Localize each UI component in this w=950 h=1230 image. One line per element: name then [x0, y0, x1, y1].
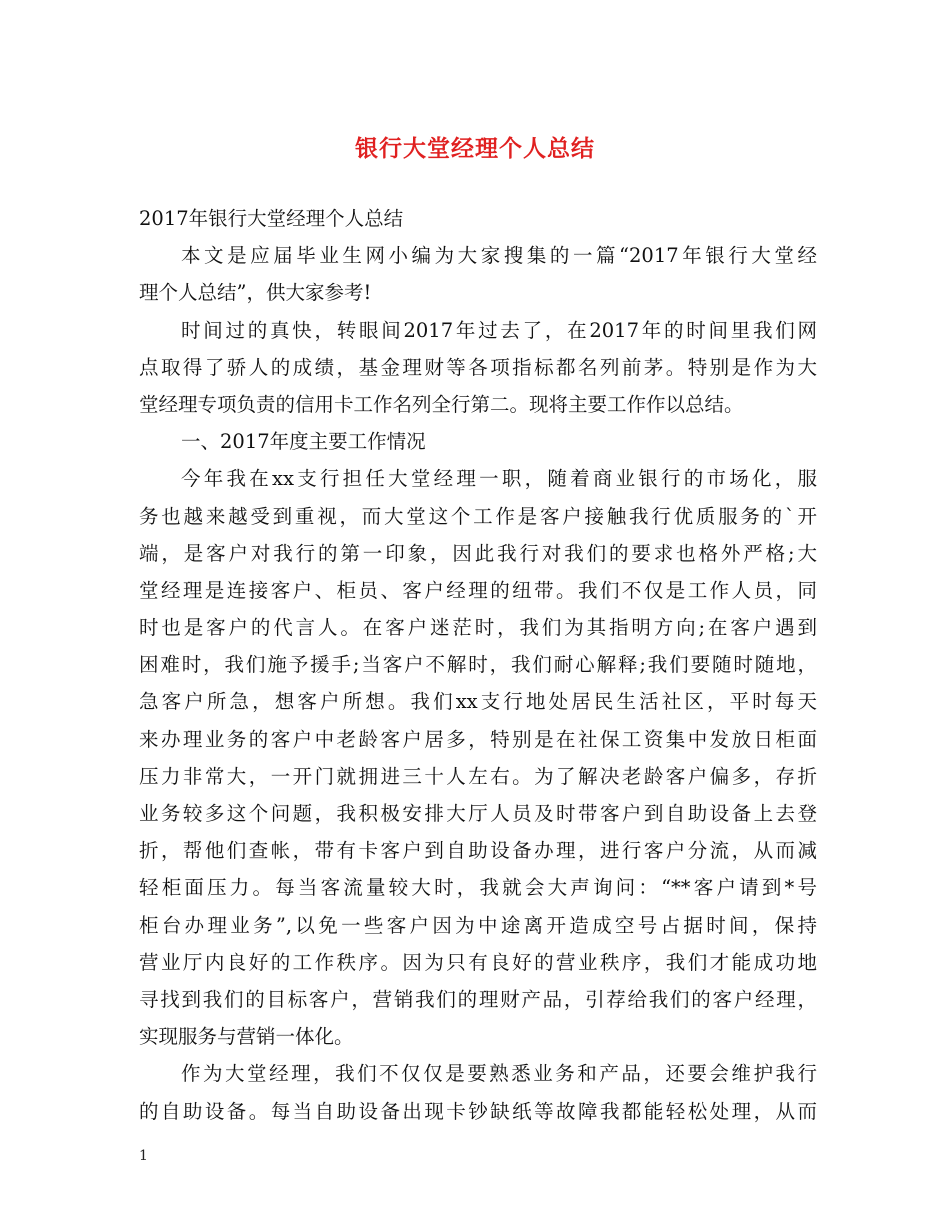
text-line: 困难时，我们施予援手;当客户不解时，我们耐心解释;我们要随时随地， — [139, 653, 817, 677]
text-line: 2017年银行大堂经理个人总结 — [139, 207, 404, 230]
text-line: 寻找到我们的目标客户，营销我们的理财产品，引荐给我们的客户经理， — [139, 987, 817, 1011]
text-line: 今年我在xx支行担任大堂经理一职，随着商业银行的市场化，服 — [181, 467, 817, 491]
text-line: 一、2017年度主要工作情况 — [181, 430, 426, 454]
text-line: 业务较多这个问题，我积极安排大厅人员及时带客户到自助设备上去登 — [139, 802, 817, 825]
text-line: 柜台办理业务”,以免一些客户因为中途离开造成空号占据时间，保持 — [139, 913, 817, 937]
document-body — [139, 200, 817, 1130]
text-line: 的自助设备。每当自助设备出现卡钞缺纸等故障我都能轻松处理，从而 — [139, 1099, 817, 1123]
text-line: 折，帮他们查帐，带有卡客户到自助设备办理，进行客户分流，从而减 — [139, 839, 817, 863]
text-line: 堂经理专项负责的信用卡工作名列全行第二。现将主要工作作以总结。 — [139, 392, 744, 416]
text-line: 来办理业务的客户中老龄客户居多，特别是在社保工资集中发放日柜面 — [139, 727, 817, 751]
text-line: 压力非常大，一开门就拥进三十人左右。为了解决老龄客户偏多，存折 — [139, 764, 817, 788]
text-line: 时也是客户的代言人。在客户迷茫时，我们为其指明方向;在客户遇到 — [139, 616, 817, 640]
text-line: 堂经理是连接客户、柜员、客户经理的纽带。我们不仅是工作人员，同 — [139, 578, 817, 602]
text-line: 务也越来越受到重视，而大堂这个工作是客户接触我行优质服务的`开 — [139, 504, 817, 528]
text-line: 本文是应届毕业生网小编为大家搜集的一篇“2017年银行大堂经 — [181, 244, 817, 268]
text-line: 作为大堂经理，我们不仅仅是要熟悉业务和产品，还要会维护我行 — [181, 1062, 817, 1086]
text-line: 实现服务与营销一体化。 — [139, 1025, 354, 1049]
page-number: 1 — [139, 1148, 148, 1164]
text-line: 时间过的真快，转眼间2017年过去了，在2017年的时间里我们网 — [181, 318, 817, 342]
text-line: 端，是客户对我行的第一印象，因此我行对我们的要求也格外严格;大 — [139, 541, 817, 565]
text-line: 理个人总结”，供大家参考! — [139, 281, 372, 305]
text-line: 急客户所急，想客户所想。我们xx支行地处居民生活社区，平时每天 — [139, 690, 817, 714]
text-line: 点取得了骄人的成绩，基金理财等各项指标都名列前茅。特别是作为大 — [139, 355, 817, 379]
text-line: 轻柜面压力。每当客流量较大时，我就会大声询问：“**客户请到*号 — [139, 876, 817, 900]
text-line: 营业厅内良好的工作秩序。因为只有良好的营业秩序，我们才能成功地 — [139, 950, 817, 974]
document-title: 银行大堂经理个人总结 — [355, 135, 595, 162]
